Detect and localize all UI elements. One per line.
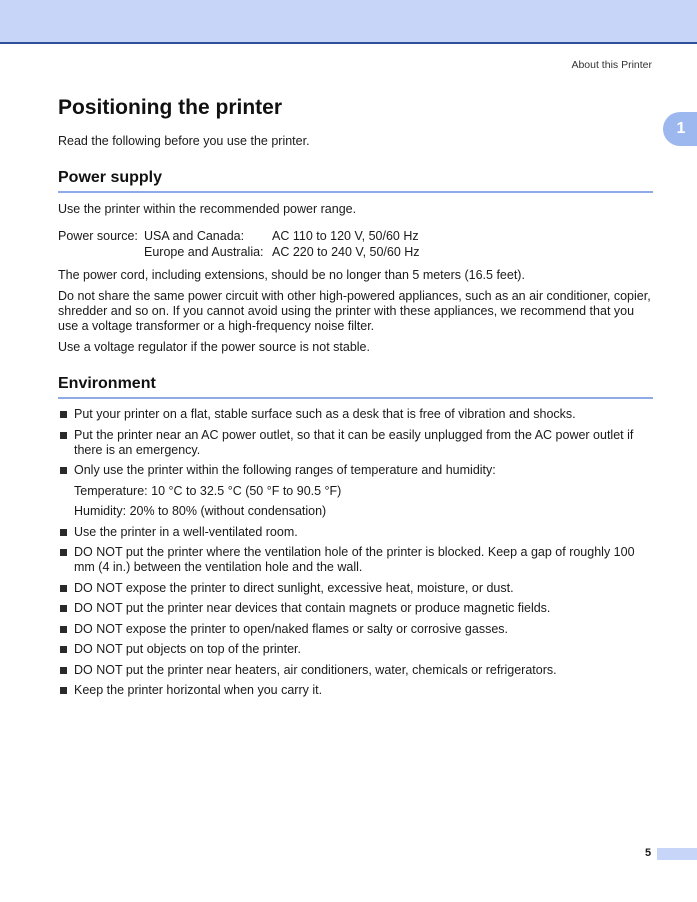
environment-list — [58, 407, 653, 698]
power-source-label: Power source: — [58, 229, 138, 243]
power-supply-heading: Power supply — [58, 169, 653, 193]
footer-bar — [657, 848, 697, 860]
list-item: DO NOT expose the printer to open/naked flames or salty or corrosive gasses. — [58, 622, 653, 637]
list-item: DO NOT put objects on top of the printer. — [58, 642, 653, 657]
list-item: Put your printer on a flat, stable surface such as a desk that is free of vibration and shocks. — [58, 407, 653, 422]
bullet-square-icon — [60, 549, 67, 556]
page-content — [58, 96, 653, 704]
power-source-table — [58, 229, 653, 260]
bullet-square-icon — [60, 667, 67, 674]
bullet-square-icon — [60, 467, 67, 474]
power-supply-section — [58, 169, 653, 355]
environment-section — [58, 375, 653, 698]
header-band — [0, 0, 697, 44]
chapter-tab: 1 — [663, 112, 697, 146]
region-label: USA and Canada: — [144, 229, 245, 243]
running-head: About this Printer — [571, 59, 652, 71]
temperature-range: Temperature: 10 °C to 32.5 °C (50 °F to 90.5 °F) — [74, 483, 342, 498]
bullet-square-icon — [60, 605, 67, 612]
bullet-square-icon — [60, 687, 67, 694]
page-title: Positioning the printer — [58, 96, 282, 119]
intro-text: Read the following before you use the printer. — [58, 134, 310, 148]
list-item: DO NOT put the printer near devices that contain magnets or produce magnetic fields. — [58, 601, 653, 616]
power-range-text: Use the printer within the recommended power range. — [58, 202, 357, 216]
humidity-range: Humidity: 20% to 80% (without condensation) — [74, 504, 327, 518]
bullet-square-icon — [60, 646, 67, 653]
list-item: Only use the printer within the following ranges of temperature and humidity: — [58, 463, 653, 478]
list-item: Use the printer in a well-ventilated room. — [58, 525, 653, 540]
bullet-square-icon — [60, 529, 67, 536]
bullet-square-icon — [60, 626, 67, 633]
bullet-square-icon — [60, 411, 67, 418]
environment-heading: Environment — [58, 375, 653, 399]
list-item: Keep the printer horizontal when you carry it. — [58, 683, 653, 698]
power-cord-text: The power cord, including extensions, should be no longer than 5 meters (16.5 feet). — [58, 268, 525, 282]
power-circuit-text: Do not share the same power circuit with other high-powered appliances, such as an air conditioner, copier, shredder and so on. If you cannot avoid using the printer with these appliances, we recommend that you use a voltage transformer or a high-frequency noise filter. — [58, 289, 651, 333]
power-source-row — [58, 229, 653, 245]
power-spec: AC 220 to 240 V, 50/60 Hz — [272, 244, 420, 259]
power-source-row — [58, 245, 653, 261]
power-spec: AC 110 to 120 V, 50/60 Hz — [272, 229, 419, 243]
list-item: DO NOT put the printer where the ventilation hole of the printer is blocked. Keep a gap of roughly 100 mm (4 in.) between the ventilation hole and the wall. — [58, 545, 653, 575]
region-label: Europe and Australia: — [144, 244, 264, 259]
list-item: DO NOT put the printer near heaters, air conditioners, water, chemicals or refrigerators. — [58, 663, 653, 678]
bullet-square-icon — [60, 585, 67, 592]
list-item: Put the printer near an AC power outlet, so that it can be easily unplugged from the AC power outlet if there is an emergency. — [58, 428, 653, 458]
page-number: 5 — [645, 847, 652, 859]
voltage-regulator-text: Use a voltage regulator if the power source is not stable. — [58, 340, 370, 354]
bullet-square-icon — [60, 432, 67, 439]
list-item: DO NOT expose the printer to direct sunlight, excessive heat, moisture, or dust. — [58, 581, 653, 596]
